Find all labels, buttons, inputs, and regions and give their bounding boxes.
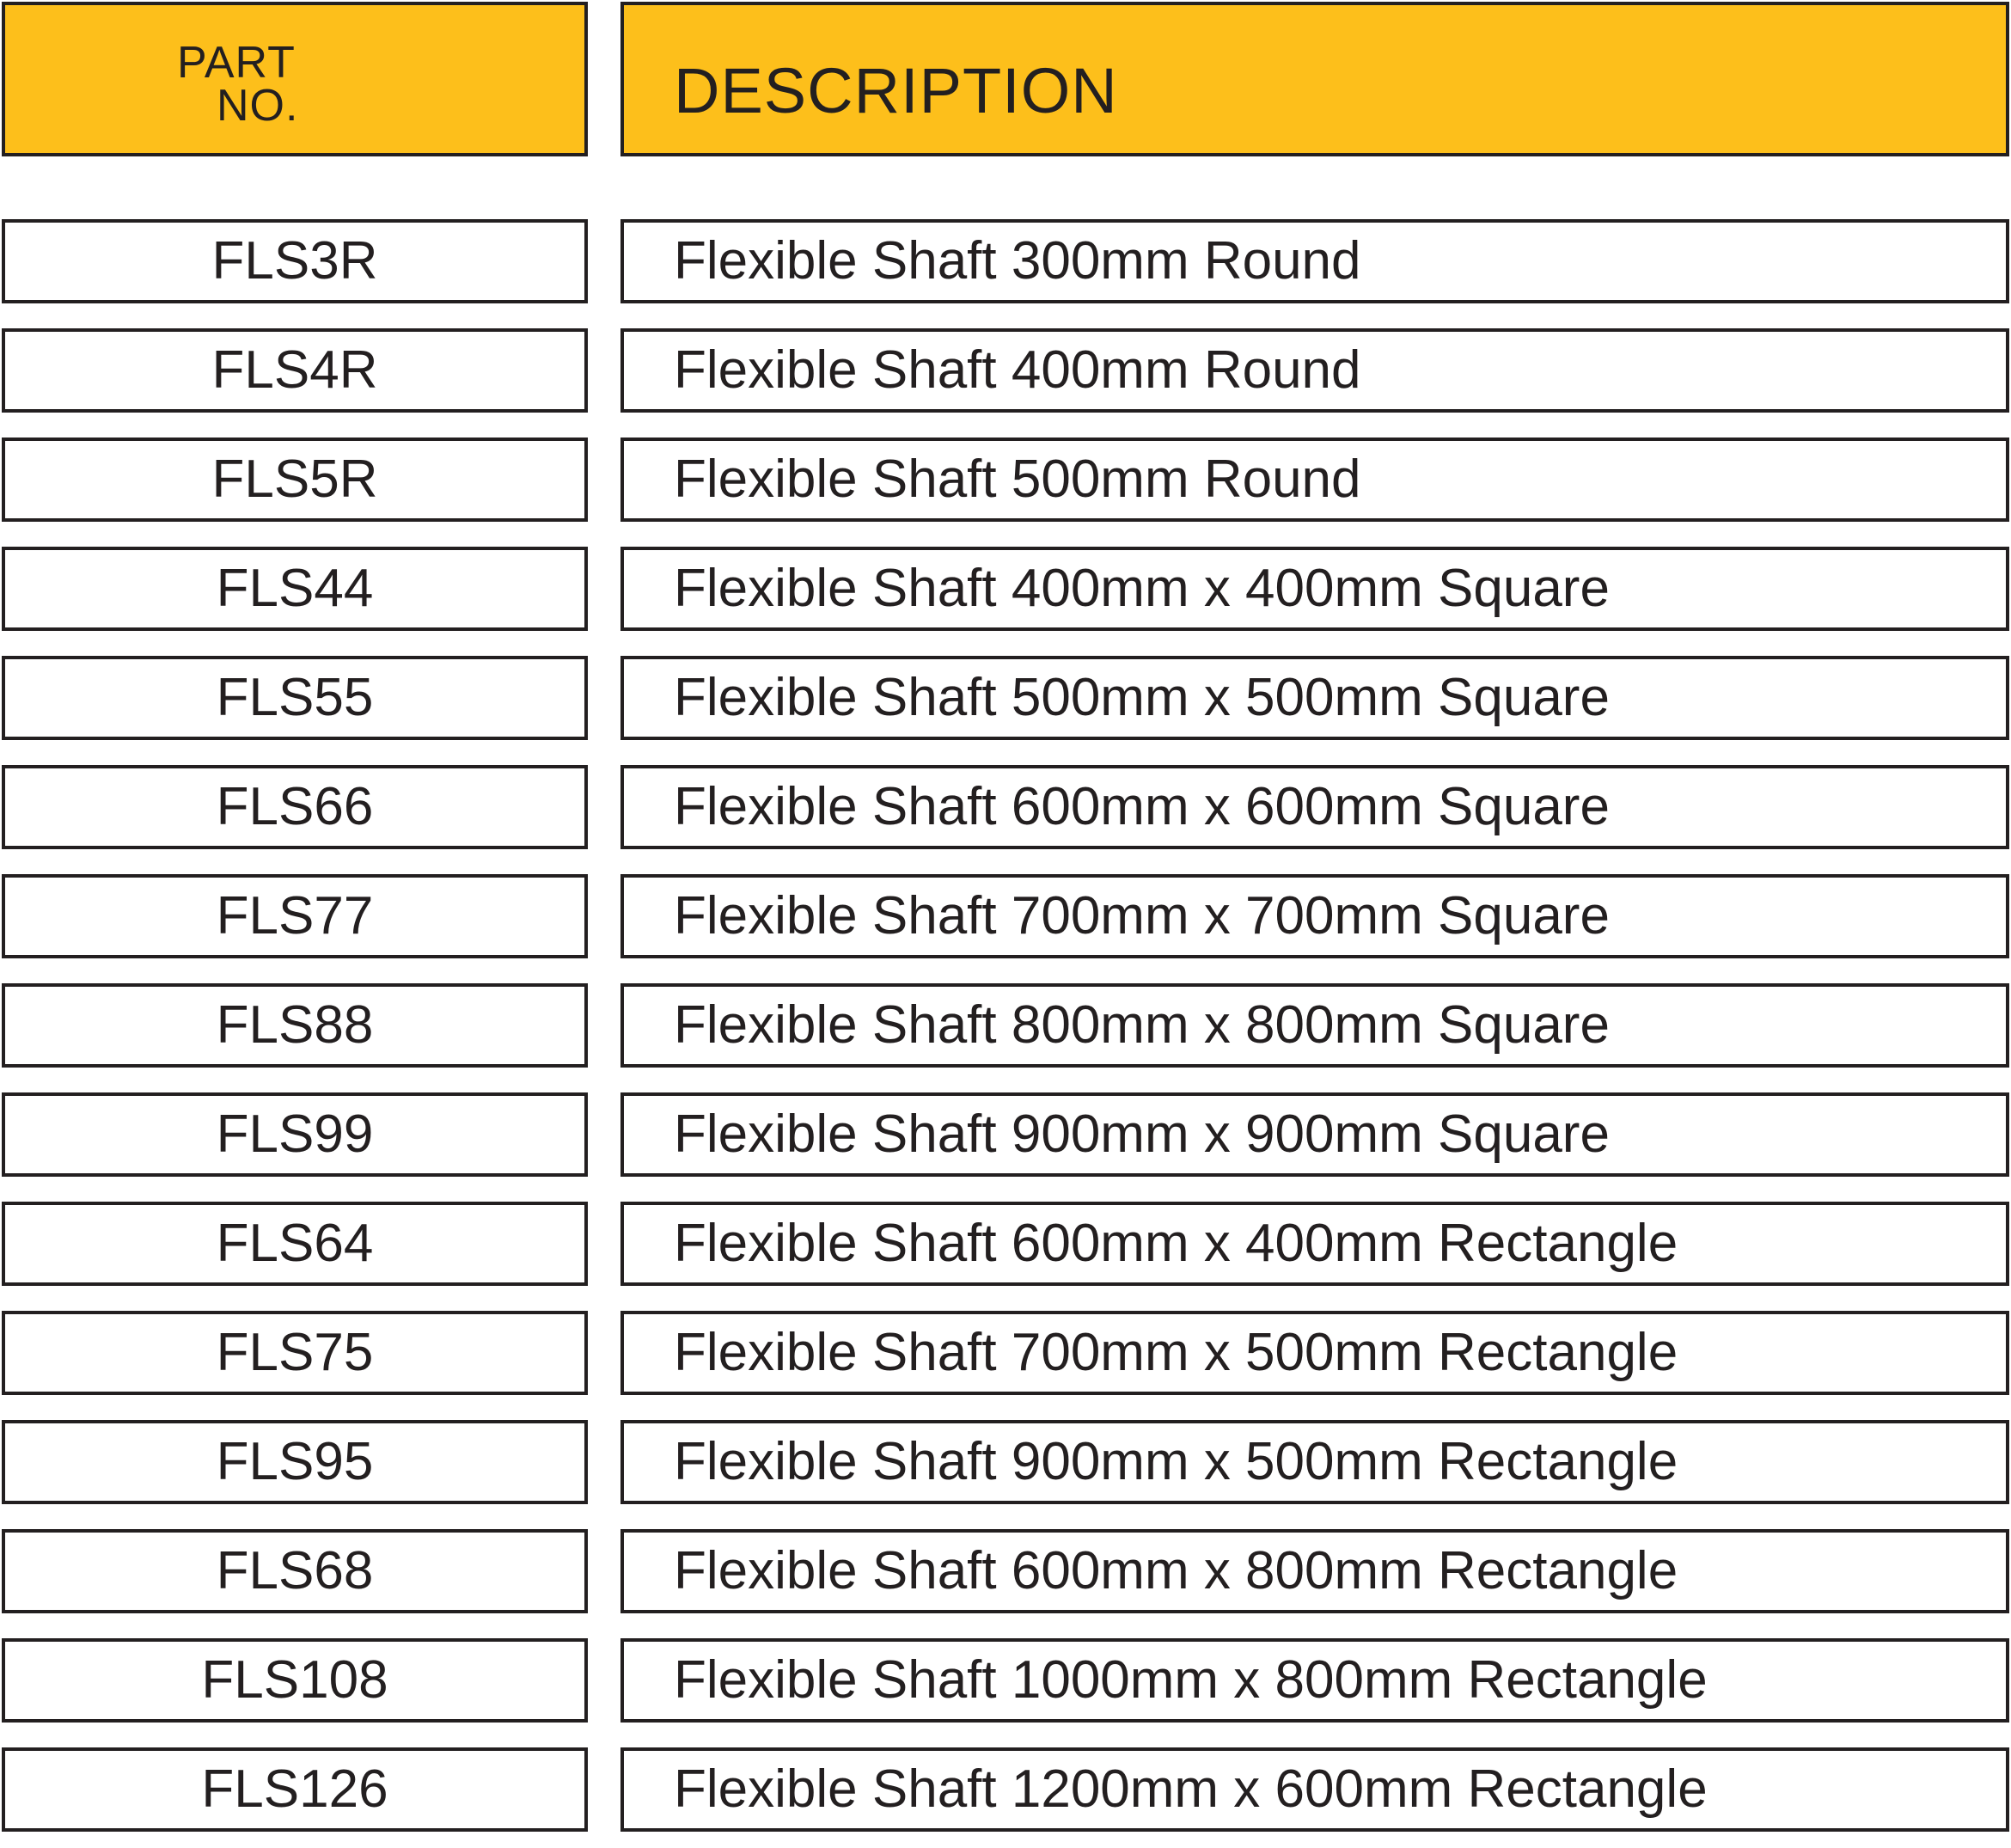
header-part-no-line1: PART	[177, 38, 296, 88]
description-cell: Flexible Shaft 800mm x 800mm Square	[620, 983, 2009, 1068]
description-cell: Flexible Shaft 1000mm x 800mm Rectangle	[620, 1638, 2009, 1723]
table-row	[0, 547, 2011, 631]
description-cell: Flexible Shaft 500mm Round	[620, 438, 2009, 522]
table-row	[0, 765, 2011, 849]
table-row	[0, 874, 2011, 958]
table-row	[0, 1092, 2011, 1177]
table-row	[0, 438, 2011, 522]
table-row	[0, 1747, 2011, 1832]
part-no-cell: FLS55	[2, 656, 588, 740]
part-no-cell: FLS99	[2, 1092, 588, 1177]
part-no-cell: FLS4R	[2, 328, 588, 413]
description-cell: Flexible Shaft 700mm x 700mm Square	[620, 874, 2009, 958]
description-cell: Flexible Shaft 300mm Round	[620, 219, 2009, 303]
table-row	[0, 1311, 2011, 1395]
table-row	[0, 1638, 2011, 1723]
description-cell: Flexible Shaft 1200mm x 600mm Rectangle	[620, 1747, 2009, 1832]
header-description-label: DESCRIPTION	[674, 55, 1118, 126]
description-cell: Flexible Shaft 400mm Round	[620, 328, 2009, 413]
table-row	[0, 983, 2011, 1068]
part-no-cell: FLS64	[2, 1202, 588, 1286]
description-cell: Flexible Shaft 600mm x 800mm Rectangle	[620, 1529, 2009, 1613]
part-no-cell: FLS126	[2, 1747, 588, 1832]
part-no-cell: FLS3R	[2, 219, 588, 303]
description-cell: Flexible Shaft 400mm x 400mm Square	[620, 547, 2009, 631]
part-no-cell: FLS88	[2, 983, 588, 1068]
description-cell: Flexible Shaft 600mm x 400mm Rectangle	[620, 1202, 2009, 1286]
table-row	[0, 328, 2011, 413]
part-no-cell: FLS66	[2, 765, 588, 849]
description-cell: Flexible Shaft 500mm x 500mm Square	[620, 656, 2009, 740]
table-row	[0, 1202, 2011, 1286]
description-cell: Flexible Shaft 700mm x 500mm Rectangle	[620, 1311, 2009, 1395]
part-no-cell: FLS44	[2, 547, 588, 631]
description-cell: Flexible Shaft 900mm x 900mm Square	[620, 1092, 2009, 1177]
header-part-no-line2: NO.	[217, 81, 299, 131]
table-row	[0, 656, 2011, 740]
table-row	[0, 219, 2011, 303]
part-no-cell: FLS68	[2, 1529, 588, 1613]
part-no-cell: FLS95	[2, 1420, 588, 1504]
part-no-cell: FLS5R	[2, 438, 588, 522]
description-cell: Flexible Shaft 900mm x 500mm Rectangle	[620, 1420, 2009, 1504]
part-no-cell: FLS108	[2, 1638, 588, 1723]
part-no-cell: FLS75	[2, 1311, 588, 1395]
table-row	[0, 1529, 2011, 1613]
description-cell: Flexible Shaft 600mm x 600mm Square	[620, 765, 2009, 849]
part-no-cell: FLS77	[2, 874, 588, 958]
table-row	[0, 1420, 2011, 1504]
